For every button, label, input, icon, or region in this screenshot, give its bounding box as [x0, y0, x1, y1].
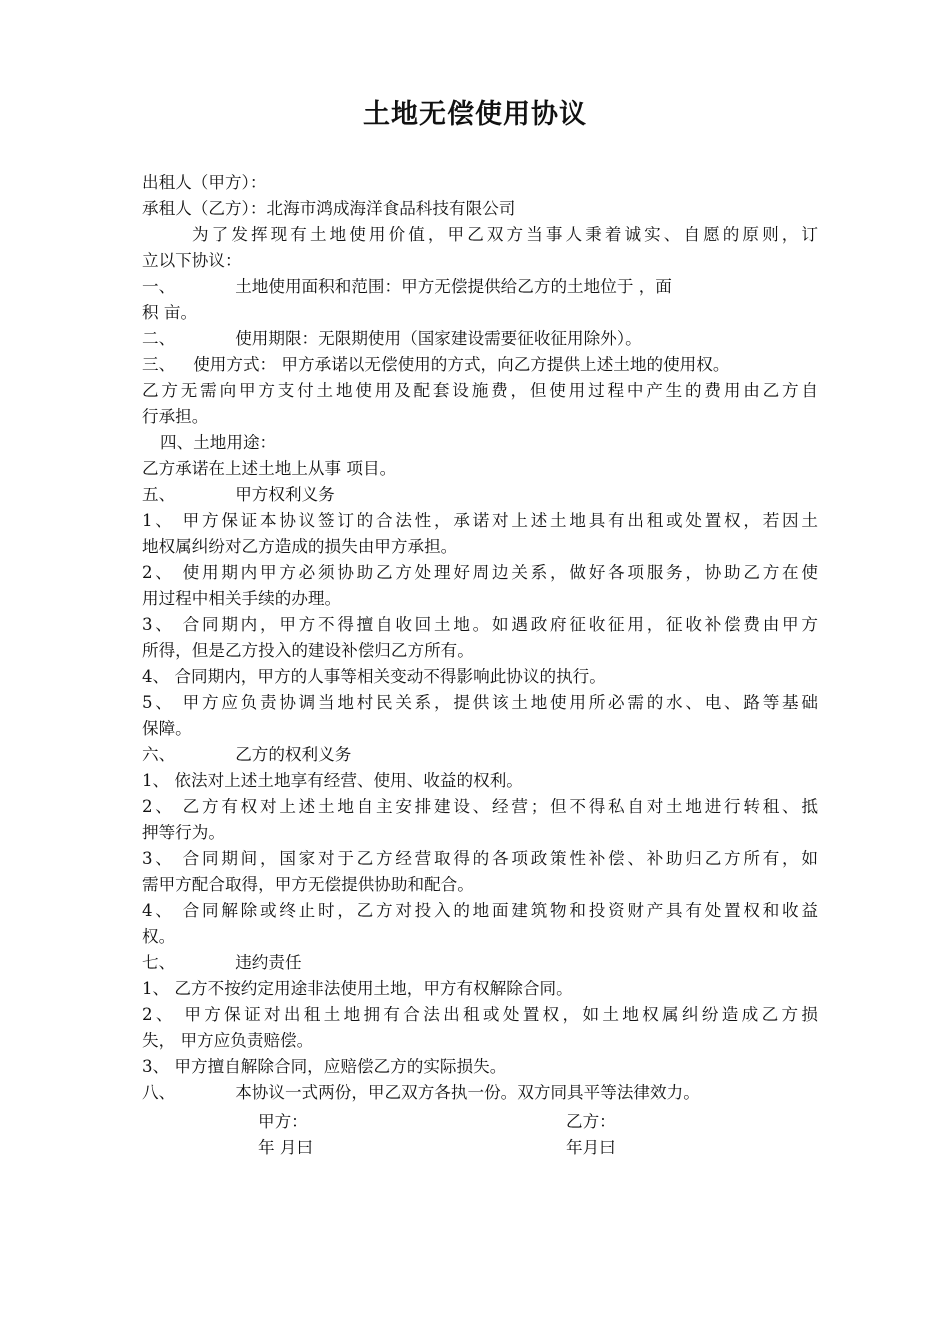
section-3-number: 三、	[142, 355, 176, 374]
section-7-number: 七、	[142, 953, 176, 972]
section-7-text: 违约责任	[235, 953, 302, 972]
clause-6-1: 1、 依法对上述土地享有经营、使用、收益的权利。	[142, 771, 523, 790]
clause-5-5b: 保障。	[142, 719, 192, 738]
intro-line-1: 为了发挥现有土地使用价值，甲乙双方当事人秉着诚实、自愿的原则，订	[192, 225, 818, 244]
clause-5-1b: 地权属纠纷对乙方造成的损失由甲方承担。	[142, 537, 458, 556]
party-b-date: 年月曰	[566, 1138, 616, 1157]
section-3-text: 使用方式： 甲方承诺以无偿使用的方式，向乙方提供上述土地的使用权。	[193, 355, 730, 374]
clause-6-2b: 押等行为。	[142, 823, 225, 842]
section-8-heading	[142, 1080, 818, 1106]
clause-5-1a: 1、 甲方保证本协议签订的合法性，承诺对上述土地具有出租或处置权，若因土	[142, 511, 818, 530]
clause-7-3: 3、 甲方擅自解除合同，应赔偿乙方的实际损失。	[142, 1057, 507, 1076]
section-2-number: 二、	[142, 329, 176, 348]
clause-5-2a: 2、 使用期内甲方必须协助乙方处理好周边关系，做好各项服务，协助乙方在使	[142, 563, 818, 582]
document-title: 土地无偿使用协议	[363, 99, 587, 130]
clause-5-3a: 3、 合同期内，甲方不得擅自收回土地。如遇政府征收征用，征收补偿费由甲方	[142, 615, 818, 634]
section-5-number: 五、	[142, 485, 176, 504]
section-3-continuation-1: 乙方无需向甲方支付土地使用及配套设施费，但使用过程中产生的费用由乙方自	[142, 381, 818, 400]
party-a-date: 年 月曰	[258, 1138, 314, 1157]
intro-line-2: 立以下协议：	[142, 251, 242, 270]
clause-5-5a: 5、 甲方应负责协调当地村民关系，提供该土地使用所必需的水、电、路等基础	[142, 693, 818, 712]
section-1-text: 土地使用面积和范围：甲方无偿提供给乙方的土地位于 ，面	[235, 277, 672, 296]
clause-7-2a: 2、 甲方保证对出租土地拥有合法出租或处置权，如土地权属纠纷造成乙方损	[142, 1005, 818, 1024]
clause-7-1: 1、 乙方不按约定用途非法使用土地，甲方有权解除合同。	[142, 979, 573, 998]
lessor-line: 出租人（甲方）：	[142, 173, 267, 192]
clause-7-2b: 失， 甲方应负责赔偿。	[142, 1031, 314, 1050]
party-a-signature-block	[258, 1109, 313, 1161]
clause-6-4b: 权。	[142, 927, 176, 946]
clause-5-2b: 用过程中相关手续的办理。	[142, 589, 342, 608]
party-b-label: 乙方：	[566, 1112, 616, 1131]
lessee-line: 承租人（乙方）：北海市鸿成海洋食品科技有限公司	[142, 199, 516, 218]
party-b-signature-block	[566, 1109, 616, 1161]
section-6-text: 乙方的权利义务	[235, 745, 352, 764]
section-2-heading	[142, 326, 818, 352]
section-5-heading	[142, 482, 818, 508]
clause-5-4: 4、 合同期内，甲方的人事等相关变动不得影响此协议的执行。	[142, 667, 606, 686]
section-4-text: 乙方承诺在上述土地上从事 项目。	[142, 459, 397, 478]
section-5-text: 甲方权利义务	[235, 485, 335, 504]
section-6-heading	[142, 742, 818, 768]
section-7-heading	[142, 950, 818, 976]
party-a-label: 甲方：	[258, 1112, 308, 1131]
document-body	[142, 170, 818, 1106]
section-6-number: 六、	[142, 745, 176, 764]
section-8-text: 本协议一式两份，甲乙双方各执一份。双方同具平等法律效力。	[235, 1083, 700, 1102]
section-8-number: 八、	[142, 1083, 176, 1102]
clause-5-3b: 所得，但是乙方投入的建设补偿归乙方所有。	[142, 641, 474, 660]
section-2-text: 使用期限：无限期使用（国家建设需要征收征用除外）。	[235, 329, 642, 348]
clause-6-3a: 3、 合同期间，国家对于乙方经营取得的各项政策性补偿、补助归乙方所有，如	[142, 849, 818, 868]
section-3-heading	[142, 352, 818, 378]
section-3-continuation-2: 行承担。	[142, 407, 209, 426]
section-1-number: 一、	[142, 277, 176, 296]
section-4-heading: 四、土地用途：	[160, 433, 277, 452]
section-1-continuation: 积 亩。	[142, 303, 198, 322]
clause-6-3b: 需甲方配合取得，甲方无偿提供协助和配合。	[142, 875, 474, 894]
clause-6-4a: 4、 合同解除或终止时，乙方对投入的地面建筑物和投资财产具有处置权和收益	[142, 901, 818, 920]
clause-6-2a: 2、 乙方有权对上述土地自主安排建设、经营；但不得私自对土地进行转租、抵	[142, 797, 818, 816]
section-1-heading	[142, 274, 818, 300]
